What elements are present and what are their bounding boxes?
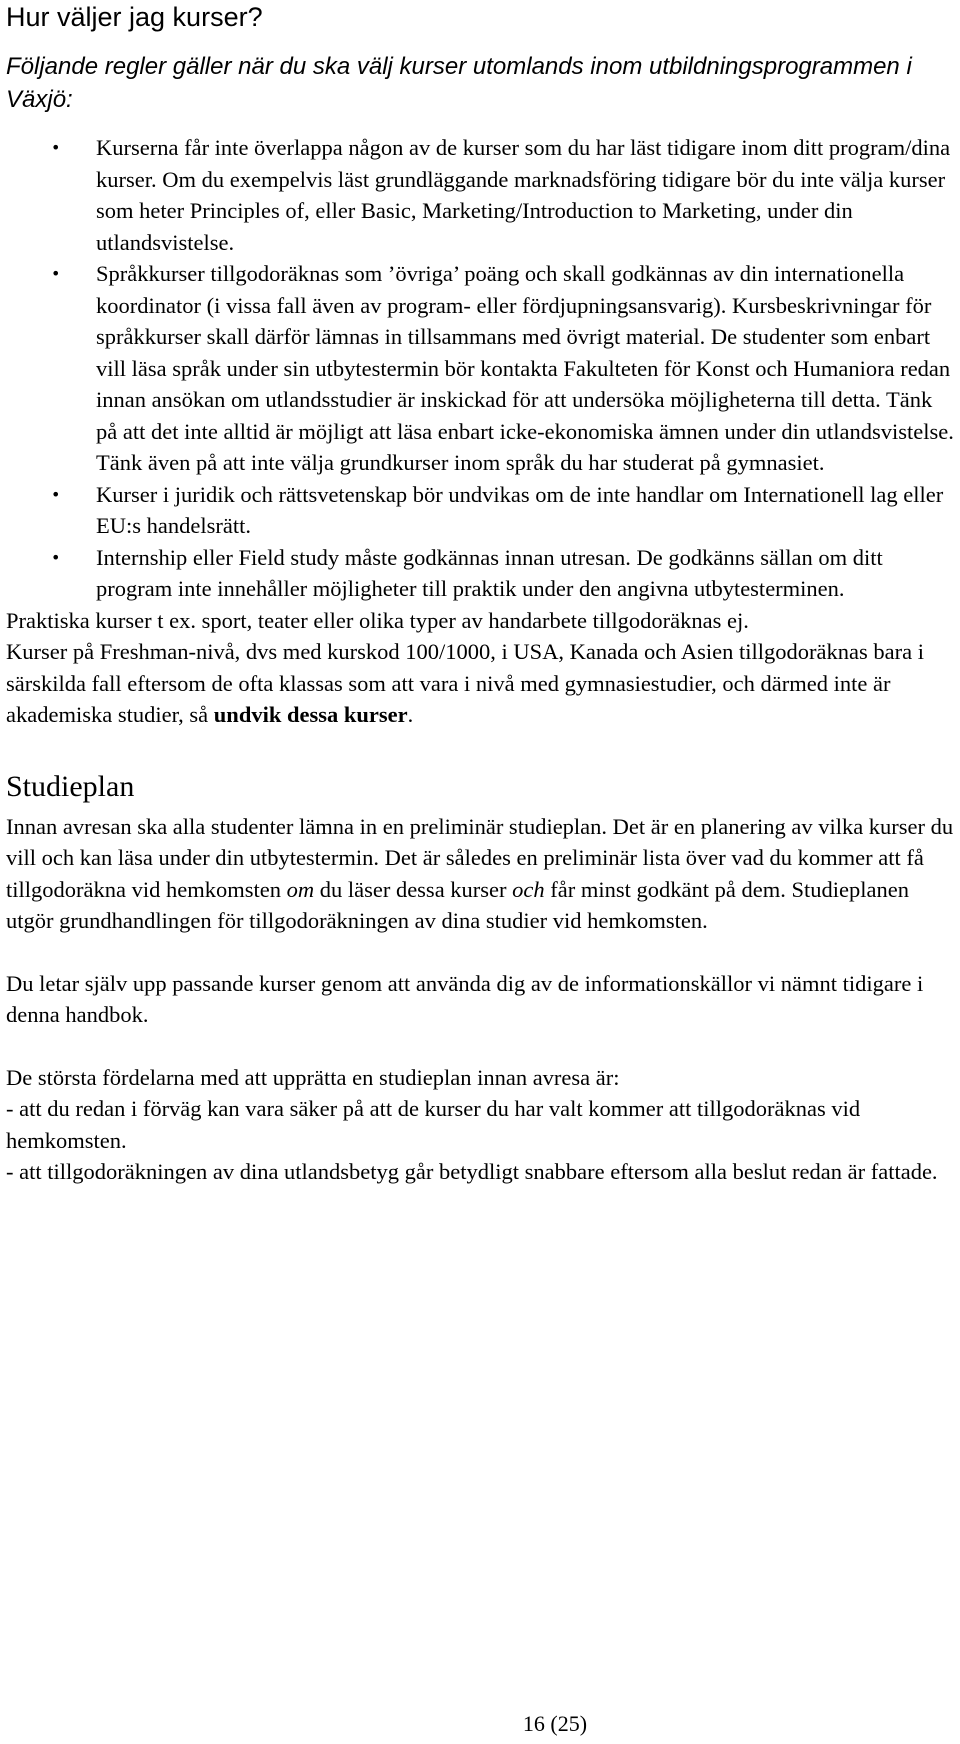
freshman-end: . — [407, 702, 414, 727]
bullet-icon: • — [51, 484, 61, 504]
freshman-text: Kurser på Freshman-nivå, dvs med kurskod 100/1000, i USA, Kanada och Asien tillgodoräknas bara i särskilda fall eftersom de ofta klassas som att vara i nivå med gymnasiestudier, och därmed inte är akademiska studier, så — [6, 639, 924, 727]
document-page — [6, 0, 956, 1188]
rule-text: Språkkurser tillgodoräknas som ’övriga’ poäng och skall godkännas av din internationella koordinator (i vissa fall även av program- eller fördjupningsansvarig). Kursbeskrivningar för språkkurser skall därför lämnas in tillsammans med övrigt material. De studenter som enbart vill läsa språk under sin utbytestermin bör kontakta Fakulteten för Konst och Humaniora redan innan ansökan om utlandsstudier är inskickad för att undersöka möjligheterna till detta. Tänk på att det inte alltid är möjligt att läsa enbart icke-ekonomiska ämnen under din utlandsvistelse. Tänk även på att inte välja grundkurser inom språk du har studerat på gymnasiet. — [96, 261, 954, 475]
advantages-block — [6, 1062, 956, 1188]
advantage-item: - att du redan i förväg kan vara säker på att de kurser du har valt kommer att tillgodoräknas vid hemkomsten. — [6, 1096, 861, 1153]
section-heading-studieplan: Studieplan — [6, 769, 135, 803]
bullet-icon: • — [51, 547, 61, 567]
lead-paragraph: Följande regler gäller när du ska välj kurser utomlands inom utbildningsprogrammen i Växjö: — [6, 53, 912, 113]
page-number: 16 (25) — [522, 1711, 588, 1736]
emphasis-och: och — [512, 876, 545, 902]
bullet-icon: • — [51, 138, 61, 157]
bullet-icon: • — [51, 264, 61, 283]
advantages-intro: De största fördelarna med att upprätta en studieplan innan avresa är: — [6, 1064, 620, 1090]
rules-list — [6, 132, 956, 605]
studieplan-text: får minst godkänt på dem. Studieplanen utgör grundhandlingen för tillgodoräkningen av dina studier vid hemkomsten. — [6, 876, 909, 933]
studieplan-paragraph-2: Du letar själv upp passande kurser genom att använda dig av de informationskällor vi nämnt tidigare i denna handbok. — [6, 970, 924, 1027]
studieplan-paragraph-1 — [6, 811, 956, 937]
list-item — [6, 258, 956, 479]
freshman-paragraph — [6, 636, 956, 731]
rule-text: Kurser i juridik och rättsvetenskap bör undvikas om de inte handlar om Internationell lag eller EU:s handelsrätt. — [96, 481, 944, 538]
list-item — [6, 132, 956, 258]
emphasis-om: om — [286, 876, 315, 902]
studieplan-text: Innan avresan ska alla studenter lämna in en preliminär studieplan. Det är en planering av vilka kurser du vill och kan läsa under din utbytestermin. Det är således en preliminär lista över vad du kommer att få tillgodoräkna vid hemkomsten — [6, 813, 954, 902]
rule-text: Kurserna får inte överlappa någon av de kurser som du har läst tidigare inom ditt program/dina kurser. Om du exempelvis läst grundläggande marknadsföring tidigare bör du inte välja kurser som heter Principles of, eller Basic, Marketing/Introduction to Marketing, under din utlandsvistelse. — [96, 135, 951, 255]
rule-text: Internship eller Field study måste godkännas innan utresan. De godkänns sällan om ditt program inte innehåller möjligheter till praktik under den angivna utbytesterminen. — [96, 544, 883, 601]
practical-courses-paragraph: Praktiska kurser t ex. sport, teater eller olika typer av handarbete tillgodoräknas ej. — [6, 607, 749, 633]
list-item — [6, 479, 956, 542]
studieplan-text: du läser dessa kurser — [314, 876, 513, 902]
advantage-item: - att tillgodoräkningen av dina utlandsbetyg går betydligt snabbare eftersom alla beslut redan är fattade. — [6, 1159, 938, 1184]
list-item — [6, 542, 956, 605]
freshman-emphasis: undvik dessa kurser — [213, 702, 408, 727]
page-title: Hur väljer jag kurser? — [6, 2, 263, 32]
